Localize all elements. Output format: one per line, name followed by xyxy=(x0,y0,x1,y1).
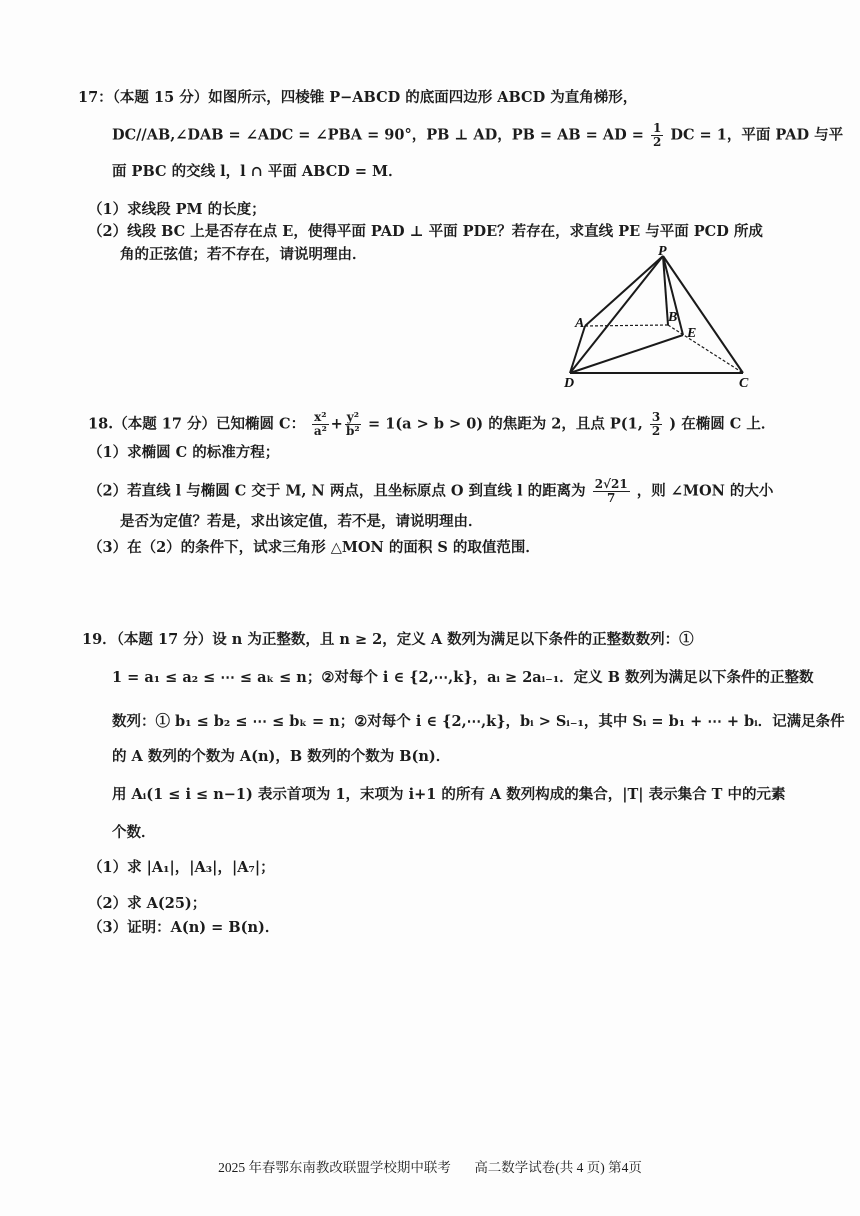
q18-part2-a: （2）若直线 l 与椭圆 C 交于 M, N 两点，且坐标原点 O 到直线 l 的距离为 xyxy=(88,482,586,500)
q18-part1: （1）求椭圆 C 的标准方程； xyxy=(88,444,280,461)
q18-frac-dist-den: 7 xyxy=(607,491,616,505)
edge-da xyxy=(570,326,585,373)
q17-line1: 17：（本题 15 分）如图所示，四棱锥 P−ABCD 的底面四边形 ABCD 为直角梯形， xyxy=(78,89,638,106)
q17-line2-a: DC//AB,∠DAB = ∠ADC = ∠PBA = 90°，PB ⊥ AD，PB = AB = AD = xyxy=(112,126,644,144)
q18-frac-y-num: y² xyxy=(346,410,359,424)
q17-part2-a: （2）线段 BC 上是否存在点 E，使得平面 PAD ⊥ 平面 PDE？若存在，求直线 PE 与平面 PCD 所成 xyxy=(88,223,763,240)
edge-bc-dashed xyxy=(668,325,743,373)
q19-line3: 数列：① b₁ ≤ b₂ ≤ ⋯ ≤ bₖ = n；②对每个 i ∈ {2,⋯,k}，bᵢ > Sᵢ₋₁，其中 Sᵢ = b₁ + ⋯ + bᵢ．记满足条件 xyxy=(112,713,845,730)
label-a: A xyxy=(575,316,585,331)
q17-frac-num: 1 xyxy=(652,121,662,135)
q18-part3: （3）在（2）的条件下，试求三角形 △MON 的面积 S 的取值范围． xyxy=(88,539,540,556)
q19-part3: （3）证明：A(n) = B(n)． xyxy=(88,919,280,936)
pyramid-figure xyxy=(555,245,765,390)
edge-ab-dashed xyxy=(585,325,668,326)
q19-line5: 用 Aᵢ(1 ≤ i ≤ n−1) 表示首项为 1，末项为 i+1 的所有 A 数列构成的集合，|T| 表示集合 T 中的元素 xyxy=(112,786,786,803)
footer-exam-name: 2025 年春鄂东南教改联盟学校期中联考 xyxy=(218,1160,451,1175)
q18-frac-point-den: 2 xyxy=(651,424,661,438)
label-d: D xyxy=(564,376,575,390)
q18-frac-y-den: b² xyxy=(346,424,360,438)
q18-line1-a: 18.（本题 17 分）已知椭圆 C： xyxy=(88,415,306,433)
q18-part2-c: 是否为定值？若是，求出该定值，若不是，请说明理由． xyxy=(120,513,483,530)
q18-part2-line1 xyxy=(88,478,773,505)
q18-line1-c: ) 在椭圆 C 上． xyxy=(669,415,776,433)
q18-frac-x-num: x² xyxy=(314,410,327,424)
q18-frac-y xyxy=(345,411,361,438)
q19-part1: （1）求 |A₁|，|A₃|，|A₇|； xyxy=(88,859,275,876)
label-e: E xyxy=(687,326,697,341)
q18-frac-x-den: a² xyxy=(313,424,327,438)
q18-frac-dist-num: 2√21 xyxy=(594,477,628,491)
label-p: P xyxy=(658,245,667,259)
page-footer xyxy=(0,1156,860,1176)
q19-line6: 个数． xyxy=(112,824,156,841)
q18-line1-b: = 1(a > b > 0) 的焦距为 2，且点 P(1, xyxy=(368,415,643,433)
q17-part1: （1）求线段 PM 的长度； xyxy=(88,201,266,218)
q18-frac-point xyxy=(650,411,662,438)
q17-line2 xyxy=(112,122,843,149)
label-c: C xyxy=(739,376,749,390)
q18-frac-point-num: 3 xyxy=(651,410,661,424)
q17-part2-b: 角的正弦值；若不存在，请说明理由． xyxy=(120,246,367,263)
q17-line3: 面 PBC 的交线 l，l ∩ 平面 ABCD = M． xyxy=(112,163,403,180)
q18-part2-b: ，则 ∠MON 的大小 xyxy=(636,482,774,500)
q18-line1: 18.（本题 17 分）已知椭圆 C： $\frac{\text{x²}}{\text{a²}}$ + $\frac{\text{y²}}{\text{b²}}$ = 1(a > b > 0) 的焦距为 2，且点 P(1, $\frac{3}{2}$ ) 在椭圆 C 上． xyxy=(88,410,776,438)
label-b: B xyxy=(668,310,678,325)
q19-part2: （2）求 A(25)； xyxy=(88,895,207,912)
edge-ap xyxy=(585,256,663,326)
q17-frac-den: 2 xyxy=(652,135,662,149)
q19-line1: 19．（本题 17 分）设 n 为正整数，且 n ≥ 2，定义 A 数列为满足以下条件的正整数数列：① xyxy=(82,631,694,648)
footer-page-info: 高二数学试卷(共 4 页) 第4页 xyxy=(474,1160,642,1175)
edge-dp xyxy=(570,256,663,373)
q19-line4: 的 A 数列的个数为 A(n)，B 数列的个数为 B(n)． xyxy=(112,748,451,765)
edge-de xyxy=(570,335,683,373)
q18-frac-dist xyxy=(593,478,630,505)
q17-line2-b: DC = 1，平面 PAD 与平 xyxy=(670,126,844,144)
q17-fraction xyxy=(651,122,663,149)
q19-line2: 1 = a₁ ≤ a₂ ≤ ⋯ ≤ aₖ ≤ n；②对每个 i ∈ {2,⋯,k}，aᵢ ≥ 2aᵢ₋₁．定义 B 数列为满足以下条件的正整数 xyxy=(112,669,814,686)
q18-frac-x xyxy=(312,411,328,438)
